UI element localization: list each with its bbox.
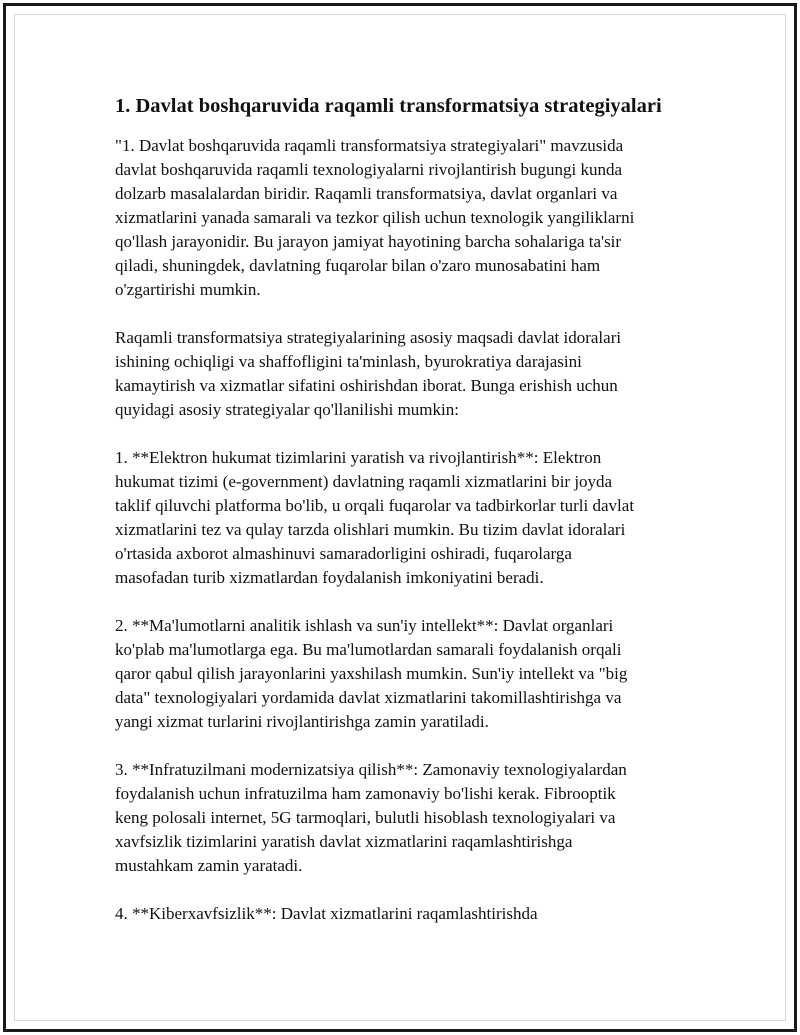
text-line: Raqamli transformatsiya strategiyalarining asosiy maqsadi davlat idoralari [115,328,622,347]
text-line: 1. **Elektron hukumat tizimlarini yaratish va rivojlantirish**: Elektron [115,448,602,467]
text-line: qaror qabul qilish jarayonlarini yaxshilash mumkin. Sun'iy intellekt va "big [115,664,628,683]
text-line: qo'llash jarayonidir. Bu jarayon jamiyat hayotining barcha sohalariga ta'sir [115,232,622,251]
paragraph-goals [115,326,705,422]
text-line: dolzarb masalalardan biridir. Raqamli transformatsiya, davlat organlari va [115,184,618,203]
list-item-e-government [115,446,705,590]
text-line: ishining ochiqligi va shaffofligini ta'minlash, byurokratiya darajasini [115,352,582,371]
text-line: xavfsizlik tizimlarini yaratish davlat xizmatlarini raqamlashtirishga [115,832,573,851]
text-line: "1. Davlat boshqaruvida raqamli transformatsiya strategiyalari" mavzusida [115,136,624,155]
text-line: o'rtasida axborot almashinuvi samaradorligini oshiradi, fuqarolarga [115,544,572,563]
text-line: xizmatlarini tez va qulay tarzda olishlari mumkin. Bu tizim davlat idoralari [115,520,626,539]
text-line: masofadan turib xizmatlardan foydalanish imkoniyatini beradi. [115,568,544,587]
text-line: 4. **Kiberxavfsizlik**: Davlat xizmatlarini raqamlashtirishda [115,904,538,923]
text-line: data" texnologiyalari yordamida davlat xizmatlarini takomillashtirishga va [115,688,622,707]
list-item-infrastructure [115,758,705,878]
text-line: xizmatlarini yanada samarali va tezkor qilish uchun texnologik yangiliklarni [115,208,635,227]
text-line: quyidagi asosiy strategiyalar qo'llanilishi mumkin: [115,400,459,419]
text-line: davlat boshqaruvida raqamli texnologiyalarni rivojlantirish bugungi kunda [115,160,623,179]
list-item-cybersecurity [115,902,705,926]
list-item-data-analytics [115,614,705,734]
text-line: hukumat tizimi (e-government) davlatning raqamli xizmatlarini bir joyda [115,472,613,491]
text-line: taklif qiluvchi platforma bo'lib, u orqali fuqarolar va tadbirkorlar turli davlat [115,496,635,515]
text-line: qiladi, shuningdek, davlatning fuqarolar bilan o'zaro munosabatini ham [115,256,601,275]
text-line: keng polosali internet, 5G tarmoqlari, bulutli hisoblash texnologiyalari va [115,808,616,827]
text-line: yangi xizmat turlarini rivojlantirishga zamin yaratiladi. [115,712,489,731]
text-line: 3. **Infratuzilmani modernizatsiya qilish**: Zamonaviy texnologiyalardan [115,760,627,779]
text-line: o'zgartirishi mumkin. [115,280,261,299]
text-line: kamaytirish va xizmatlar sifatini oshirishdan iborat. Bunga erishish uchun [115,376,618,395]
document-body [115,92,705,950]
text-line: mustahkam zamin yaratadi. [115,856,303,875]
text-line: 2. **Ma'lumotlarni analitik ishlash va sun'iy intellekt**: Davlat organlari [115,616,614,635]
text-line: foydalanish uchun infratuzilma ham zamonaviy bo'lishi kerak. Fibrooptik [115,784,616,803]
paragraph-intro [115,134,705,302]
text-line: ko'plab ma'lumotlarga ega. Bu ma'lumotlardan samarali foydalanish orqali [115,640,622,659]
document-title: 1. Davlat boshqaruvida raqamli transformatsiya strategiyalari [115,95,662,117]
